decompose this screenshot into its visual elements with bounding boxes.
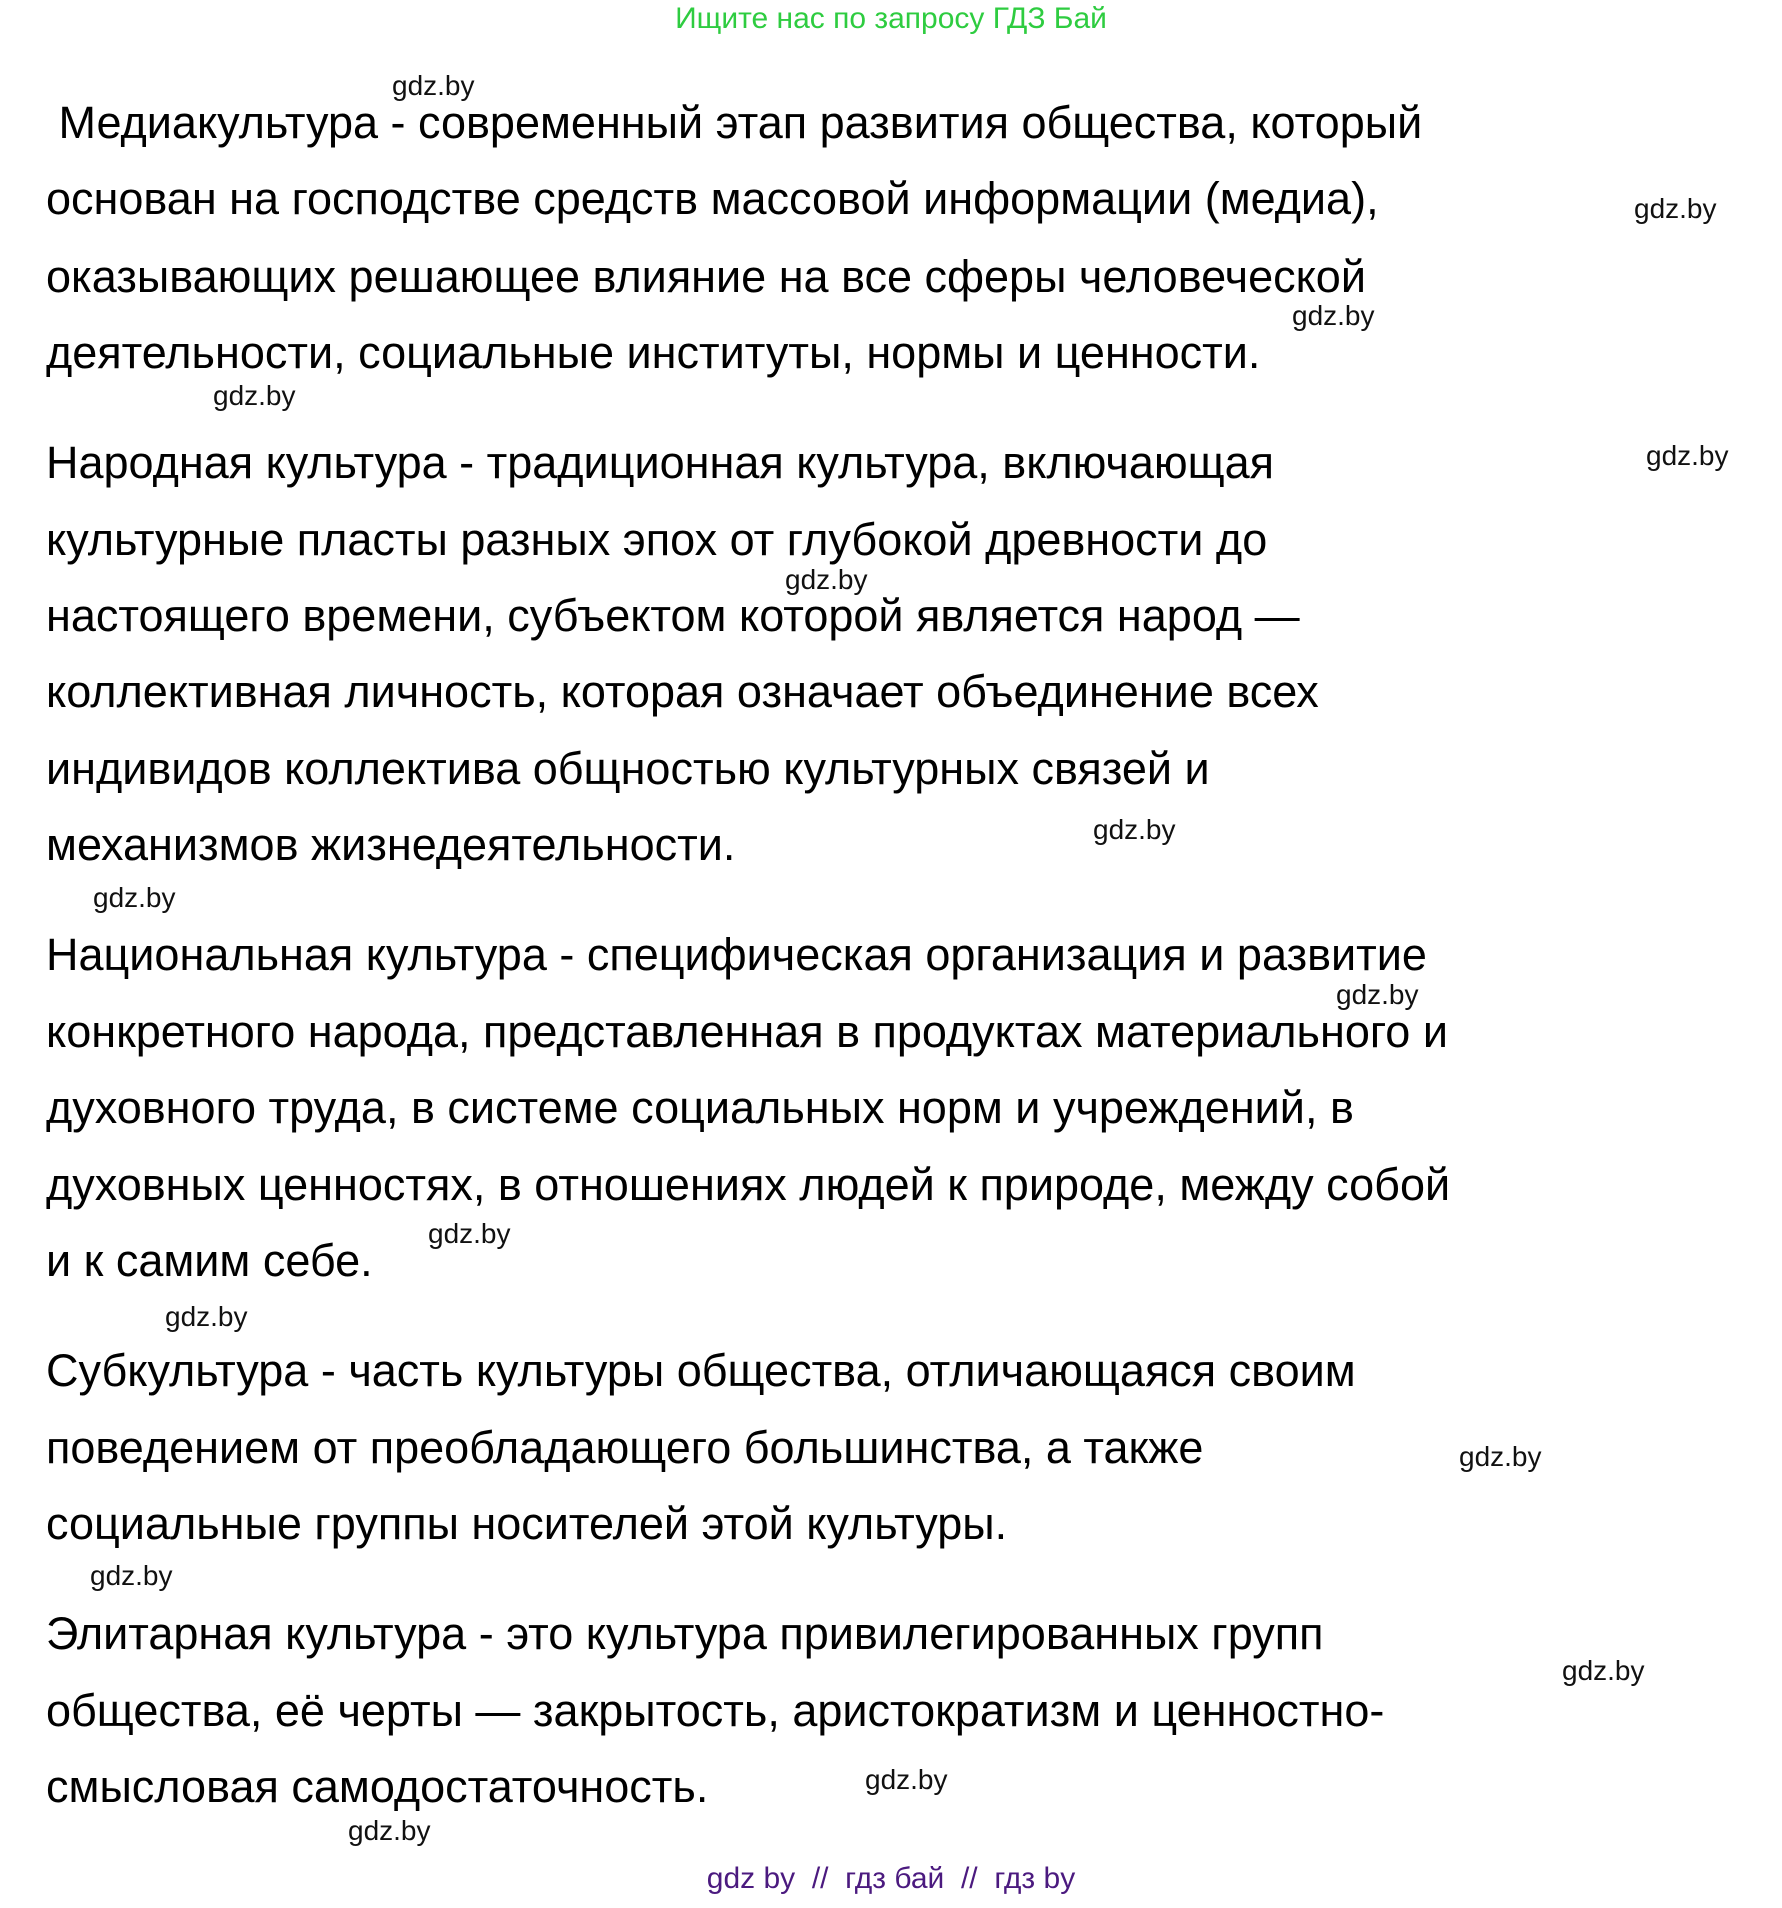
watermark: gdz.by [213,380,296,411]
watermark: gdz.by [1562,1655,1645,1686]
watermark: gdz.by [93,882,176,913]
text-line: общества, её черты — закрытость, аристократизм и ценностно- [46,1685,1385,1736]
watermark: gdz.by [392,70,475,101]
text-line: Национальная культура - специфическая организация и развитие [46,929,1427,980]
watermark: gdz.by [1292,300,1375,331]
watermark: gdz.by [1646,440,1729,471]
watermark: gdz.by [1459,1441,1542,1472]
text-line: основан на господстве средств массовой информации (медиа), [46,173,1379,224]
text-line: оказывающих решающее влияние на все сферы человеческой [46,251,1366,302]
watermark: gdz.by [90,1560,173,1591]
text-line: социальные группы носителей этой культуры. [46,1498,1008,1549]
footer-links: gdz by // гдз бай // гдз by [706,1862,1076,1895]
text-line: поведением от преобладающего большинства, а также [46,1422,1204,1473]
text-line: коллективная личность, которая означает объединение всех [46,666,1319,717]
watermark: gdz.by [348,1815,431,1846]
watermark: gdz.by [165,1301,248,1332]
search-banner: Ищите нас по запросу ГДЗ Бай [675,2,1107,35]
text-line: Народная культура - традиционная культура, включающая [46,437,1275,488]
watermark: gdz.by [865,1764,948,1795]
text-line: культурные пласты разных эпох от глубокой древности до [46,514,1268,565]
watermark: gdz.by [1634,193,1717,224]
text-line: механизмов жизнедеятельности. [46,819,736,870]
watermark: gdz.by [785,564,868,595]
text-line: конкретного народа, представленная в продуктах материального и [46,1006,1448,1057]
watermark: gdz.by [1336,979,1419,1010]
text-line: Медиакультура - современный этап развития общества, который [46,97,1423,148]
text-line: настоящего времени, субъектом которой является народ — [46,590,1300,641]
text-line: индивидов коллектива общностью культурных связей и [46,743,1210,794]
watermark: gdz.by [1093,814,1176,845]
text-line: духовного труда, в системе социальных норм и учреждений, в [46,1082,1354,1133]
text-line: деятельности, социальные институты, нормы и ценности. [46,327,1261,378]
watermark: gdz.by [428,1218,511,1249]
text-line: Элитарная культура - это культура привилегированных групп [46,1608,1324,1659]
text-line: и к самим себе. [46,1235,373,1286]
text-line: духовных ценностях, в отношениях людей к природе, между собой [46,1159,1451,1210]
text-line: смысловая самодостаточность. [46,1761,709,1812]
text-line: Субкультура - часть культуры общества, отличающаяся своим [46,1345,1356,1396]
